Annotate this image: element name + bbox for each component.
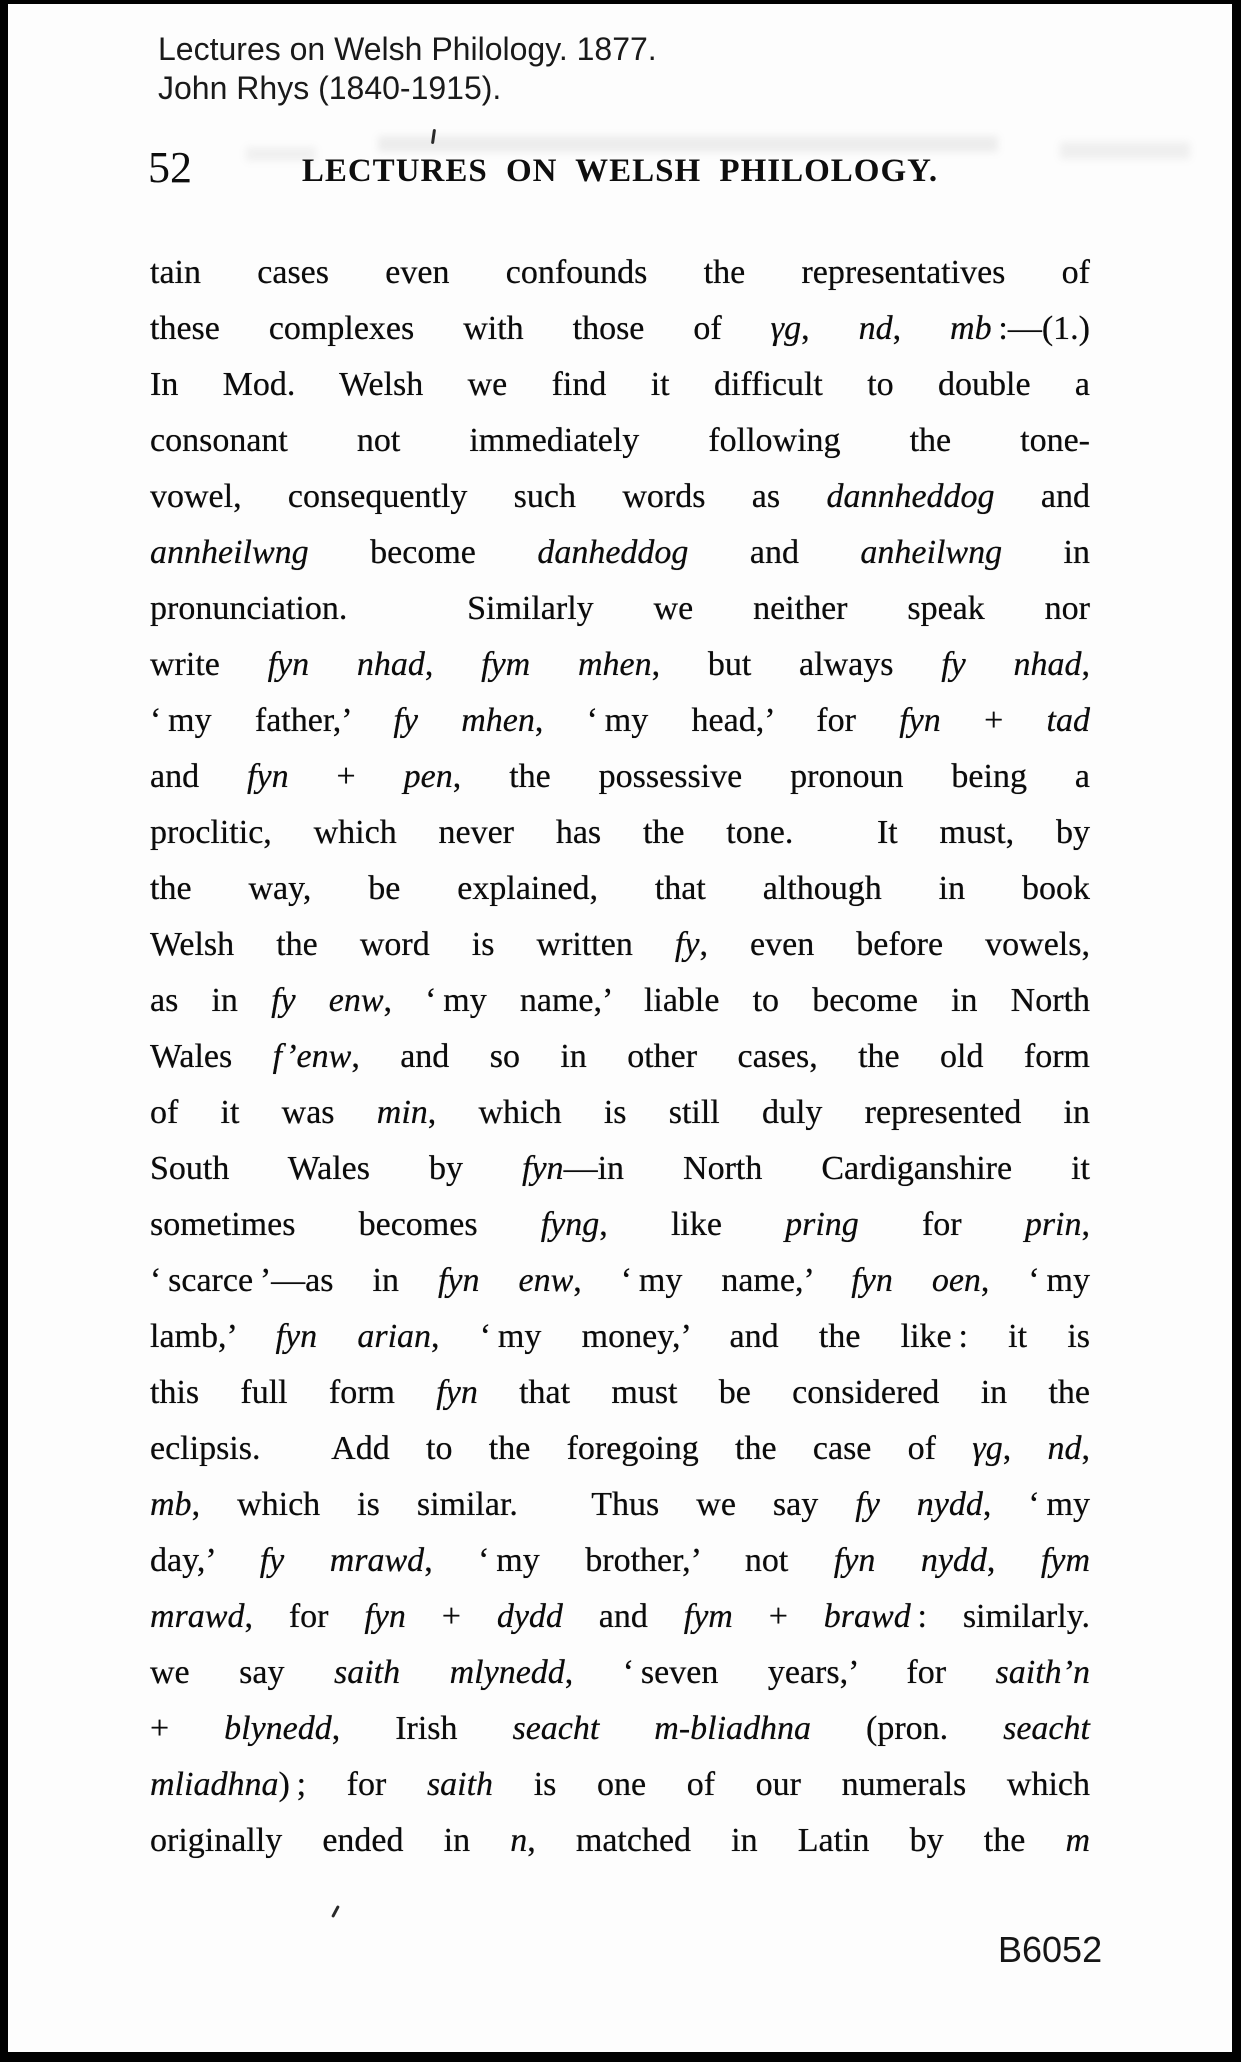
text-segment: brawd	[823, 1598, 911, 1635]
text-segment: fyn	[899, 702, 941, 739]
text-segment: , ‘ my name,’ liable to become in North	[383, 982, 1090, 1019]
text-segment: , Irish	[331, 1710, 513, 1747]
text-segment: day,’	[150, 1542, 260, 1579]
text-segment: , but always	[651, 646, 942, 683]
text-segment: as in	[150, 982, 272, 1019]
text-segment: , like	[599, 1206, 786, 1243]
text-segment: fy nydd	[855, 1486, 983, 1523]
text-segment: fyng	[540, 1206, 600, 1243]
text-segment: write	[150, 646, 268, 683]
text-segment: , ‘ my head,’ for	[534, 702, 900, 739]
text-segment: this full form	[150, 1374, 437, 1411]
text-segment: fyn nhad	[267, 646, 425, 683]
text-segment: blynedd	[224, 1710, 332, 1747]
text-line	[150, 1421, 1090, 1477]
text-segment: , ‘ my name,’	[573, 1262, 852, 1299]
text-line	[150, 469, 1090, 525]
text-segment: eclipsis. Add to the foregoing the case of	[150, 1430, 973, 1467]
text-line	[150, 525, 1090, 581]
text-segment: γg	[770, 310, 802, 347]
text-line	[150, 1141, 1090, 1197]
text-segment: fy nhad	[941, 646, 1082, 683]
text-line	[150, 917, 1090, 973]
text-segment: In Mod. Welsh we find it difficult to double a	[150, 366, 1090, 403]
text-segment: , which is similar. Thus we say	[191, 1486, 856, 1523]
text-segment: , the possessive pronoun being a	[452, 758, 1090, 795]
text-segment: saith’n	[995, 1654, 1090, 1691]
text-segment: nd	[1047, 1430, 1082, 1467]
text-segment: fyn	[247, 758, 289, 795]
text-line	[150, 1253, 1090, 1309]
text-segment: —in North Cardiganshire it	[563, 1150, 1090, 1187]
text-segment: and	[688, 534, 861, 571]
text-segment: +	[940, 702, 1047, 739]
text-segment: min	[376, 1094, 428, 1131]
text-segment: saith	[426, 1766, 494, 1803]
text-segment: mb	[150, 1486, 192, 1523]
text-line	[150, 861, 1090, 917]
text-segment: mrawd	[150, 1598, 245, 1635]
text-segment: (pron.	[811, 1710, 1004, 1747]
text-segment: for	[858, 1206, 1025, 1243]
text-line	[150, 1365, 1090, 1421]
text-line	[150, 1197, 1090, 1253]
text-segment: , ‘ my money,’ and the like : it is	[431, 1318, 1090, 1355]
catalog-number: B6052	[998, 1929, 1103, 1970]
text-segment: : similarly.	[910, 1598, 1090, 1635]
scan-smudge	[378, 136, 998, 152]
text-segment: fyn	[436, 1374, 478, 1411]
text-line	[150, 749, 1090, 805]
text-line	[150, 1029, 1090, 1085]
text-segment: pronunciation. Similarly we neither speak nor	[150, 590, 1090, 627]
text-segment: , and so in other cases, the old form	[351, 1038, 1090, 1075]
text-segment: +	[150, 1710, 225, 1747]
text-segment: ,	[1081, 1206, 1090, 1243]
text-line	[150, 805, 1090, 861]
text-segment: , ‘ my	[980, 1262, 1090, 1299]
text-segment: Wales	[150, 1038, 273, 1075]
text-segment: ,	[1081, 1430, 1090, 1467]
text-segment: annheilwng	[150, 534, 309, 571]
annotation-title-line: Lectures on Welsh Philology. 1877.	[158, 31, 657, 67]
text-line	[150, 245, 1090, 301]
text-segment: prin	[1024, 1206, 1082, 1243]
text-line	[150, 637, 1090, 693]
text-segment: is one of our numerals which	[493, 1766, 1090, 1803]
text-segment: fyn enw	[437, 1262, 574, 1299]
text-line	[150, 581, 1090, 637]
annotation-author-line: John Rhys (1840-1915).	[158, 70, 502, 106]
text-segment: and	[994, 478, 1090, 515]
text-segment: fym	[683, 1598, 733, 1635]
text-segment: n	[510, 1822, 528, 1859]
text-line	[150, 357, 1090, 413]
text-line	[150, 1813, 1090, 1869]
text-segment: ) ; for	[278, 1766, 427, 1803]
text-line	[150, 1309, 1090, 1365]
text-segment: ,	[1081, 646, 1090, 683]
text-segment: ‘ scarce ’—as in	[150, 1262, 438, 1299]
text-segment: seacht	[1003, 1710, 1090, 1747]
text-segment: fyn nydd	[833, 1542, 987, 1579]
text-segment: fy mrawd	[259, 1542, 425, 1579]
text-segment: +	[405, 1598, 497, 1635]
text-segment: γg	[972, 1430, 1003, 1467]
text-line	[150, 1757, 1090, 1813]
text-segment: fy mhen	[393, 702, 535, 739]
text-line	[150, 1085, 1090, 1141]
text-segment: anheilwng	[860, 534, 1003, 571]
text-line	[150, 1701, 1090, 1757]
text-segment: lamb,’	[150, 1318, 276, 1355]
text-segment: ,	[424, 646, 482, 683]
text-segment: Welsh the word is written	[150, 926, 675, 963]
text-segment: +	[732, 1598, 824, 1635]
text-segment: these complexes with those of	[150, 310, 771, 347]
text-segment: nd	[858, 310, 893, 347]
page-paper	[8, 4, 1232, 2052]
text-segment: of it was	[150, 1094, 377, 1131]
bibliographic-annotation	[158, 30, 657, 108]
text-line	[150, 301, 1090, 357]
text-segment: f’enw	[272, 1038, 352, 1075]
text-segment: tain cases even confounds the representatives of	[150, 254, 1090, 291]
ink-speck	[331, 1905, 340, 1918]
text-segment: pring	[785, 1206, 859, 1243]
text-segment: and	[150, 758, 248, 795]
text-line	[150, 973, 1090, 1029]
text-segment: that must be considered in the	[477, 1374, 1090, 1411]
text-line	[150, 693, 1090, 749]
text-segment: :—(1.)	[991, 310, 1091, 347]
text-segment: danheddog	[537, 534, 689, 571]
text-segment: consonant not immediately following the tone-	[150, 422, 1090, 459]
text-segment: fyn	[364, 1598, 406, 1635]
text-segment: in	[1002, 534, 1090, 571]
text-segment: fy	[674, 926, 700, 963]
text-segment: become	[308, 534, 538, 571]
text-segment: we say	[150, 1654, 334, 1691]
text-segment: ,	[801, 310, 859, 347]
text-segment: , even before vowels,	[699, 926, 1090, 963]
text-segment: fyn arian	[275, 1318, 432, 1355]
text-segment: , which is still duly represented in	[427, 1094, 1090, 1131]
text-segment: ‘ my father,’	[150, 702, 394, 739]
text-segment: fym	[1040, 1542, 1091, 1579]
text-segment: , ‘ my brother,’ not	[424, 1542, 834, 1579]
text-segment: saith mlynedd	[333, 1654, 565, 1691]
text-segment: ,	[986, 1542, 1041, 1579]
text-segment: dannheddog	[826, 478, 995, 515]
text-segment: and	[562, 1598, 684, 1635]
text-line	[150, 413, 1090, 469]
text-segment: fyn oen	[851, 1262, 981, 1299]
text-segment: , ‘ my	[982, 1486, 1090, 1523]
text-segment: pen	[403, 758, 453, 795]
text-segment: seacht m-bliadhna	[512, 1710, 812, 1747]
text-segment: fym mhen	[481, 646, 652, 683]
text-segment: originally ended in	[150, 1822, 511, 1859]
text-segment: , matched in Latin by the	[527, 1822, 1066, 1859]
text-line	[150, 1645, 1090, 1701]
text-line	[150, 1589, 1090, 1645]
body-text	[150, 245, 1090, 1869]
text-segment: fyn	[522, 1150, 564, 1187]
text-segment: mb	[950, 310, 992, 347]
text-segment: , ‘ seven years,’ for	[564, 1654, 996, 1691]
text-segment: ,	[892, 310, 951, 347]
text-line	[150, 1477, 1090, 1533]
text-segment: tad	[1046, 702, 1090, 739]
text-line	[150, 1533, 1090, 1589]
text-segment: ,	[1002, 1430, 1048, 1467]
text-segment: fy enw	[271, 982, 384, 1019]
running-title: LECTURES ON WELSH PHILOLOGY.	[301, 153, 939, 189]
text-segment: the way, be explained, that although in book	[150, 870, 1090, 907]
text-segment: m	[1065, 1822, 1090, 1859]
text-segment: sometimes becomes	[150, 1206, 541, 1243]
text-segment: mliadhna	[150, 1766, 279, 1803]
page-number: 52	[148, 143, 192, 192]
text-segment: +	[288, 758, 404, 795]
text-segment: proclitic, which never has the tone. It must, by	[150, 814, 1090, 851]
text-segment: , for	[244, 1598, 365, 1635]
text-segment: vowel, consequently such words as	[150, 478, 827, 515]
text-segment: dydd	[496, 1598, 563, 1635]
text-segment: South Wales by	[150, 1150, 523, 1187]
